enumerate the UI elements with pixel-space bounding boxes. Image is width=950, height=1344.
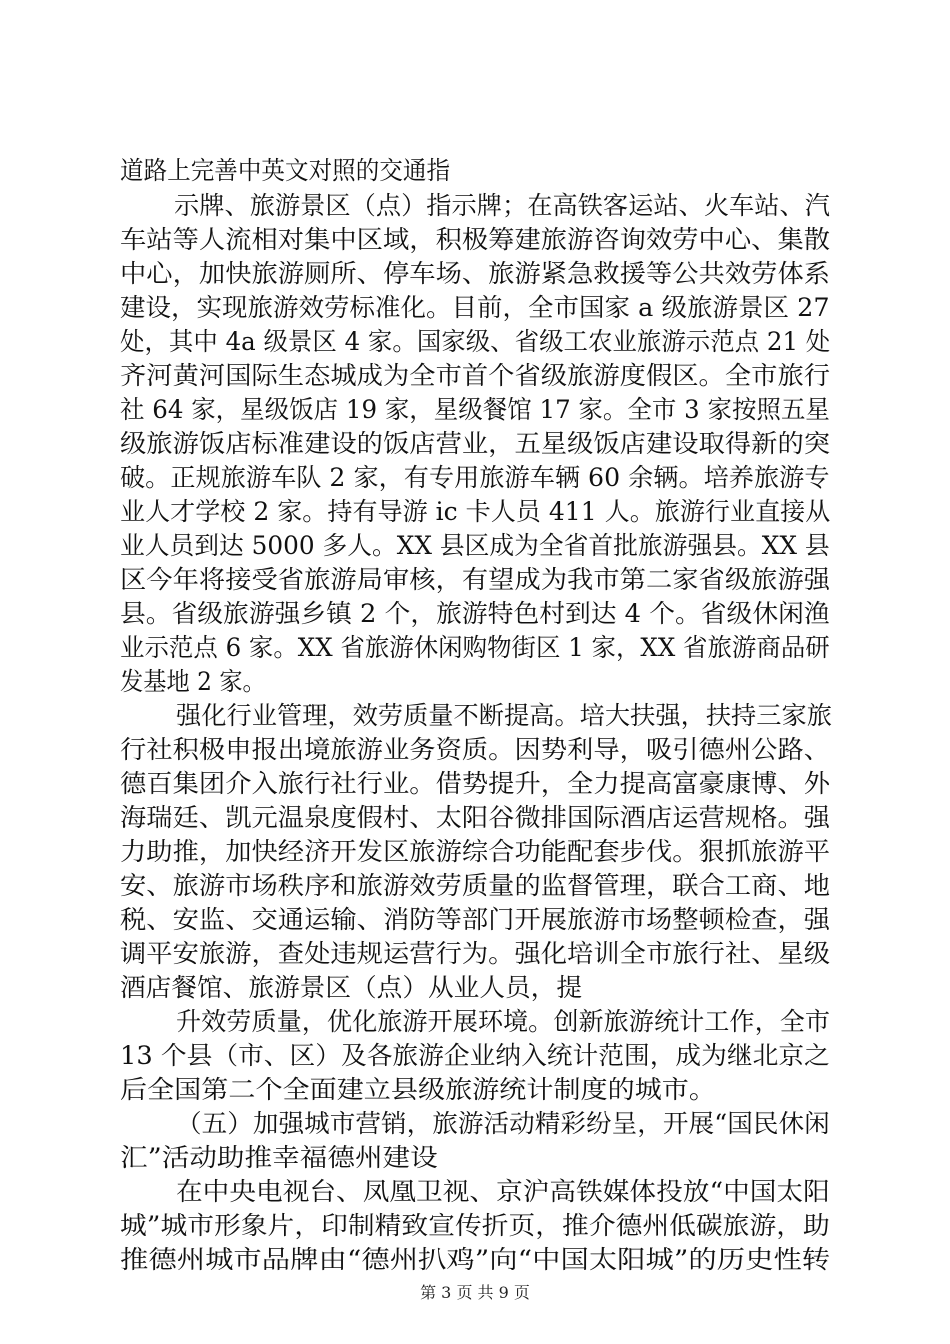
text-line: 县。省级旅游强乡镇 2 个，旅游特色村到达 4 个。省级休闲渔 — [120, 599, 830, 628]
text-line: 城”城市形象片，印制精致宣传折页，推介德州低碳旅游，助 — [120, 1211, 830, 1240]
text-line: 道路上完善中英文对照的交通指 — [120, 156, 451, 185]
text-line: 安、旅游市场秩序和旅游效劳质量的监督管理，联合工商、地 — [120, 871, 831, 900]
text-line: 13 个县（市、区）及各旅游企业纳入统计范围，成为继北京之 — [120, 1041, 830, 1070]
page-footer: 第 3 页 共 9 页 — [420, 1283, 530, 1302]
text-line: 力助推，加快经济开发区旅游综合功能配套步伐。狠抓旅游平 — [120, 837, 831, 866]
text-line: 业人员到达 5000 多人。XX 县区成为全省首批旅游强县。XX 县 — [120, 531, 830, 560]
text-line: 示牌、旅游景区（点）指示牌；在高铁客运站、火车站、汽 — [174, 191, 830, 220]
text-line: 后全国第二个全面建立县级旅游统计制度的城市。 — [120, 1075, 716, 1104]
text-line: （五）加强城市营销，旅游活动精彩纷呈，开展“国民休闲 — [176, 1109, 830, 1138]
text-line: 处，其中 4a 级景区 4 家。国家级、省级工农业旅游示范点 21 处 — [120, 327, 831, 356]
text-line: 德百集团介入旅行社行业。借势提升，全力提高富豪康博、外 — [120, 769, 831, 798]
text-line: 中心，加快旅游厕所、停车场、旅游紧急救援等公共效劳体系 — [120, 259, 831, 288]
text-line: 车站等人流相对集中区域，积极筹建旅游咨询效劳中心、集散 — [120, 225, 831, 254]
text-line: 建设，实现旅游效劳标准化。目前，全市国家 a 级旅游景区 27 — [120, 293, 830, 322]
text-line: 社 64 家，星级饭店 19 家，星级餐馆 17 家。全市 3 家按照五星 — [120, 395, 830, 424]
text-line: 业人才学校 2 家。持有导游 ic 卡人员 411 人。旅游行业直接从 — [120, 497, 831, 526]
text-line: 在中央电视台、凤凰卫视、京沪高铁媒体投放“中国太阳 — [176, 1177, 830, 1206]
text-line: 海瑞廷、凯元温泉度假村、太阳谷微排国际酒店运营规格。强 — [120, 803, 831, 832]
text-line: 区今年将接受省旅游局审核，有望成为我市第二家省级旅游强 — [120, 565, 831, 594]
text-line: 推德州城市品牌由“德州扒鸡”向“中国太阳城”的历史性转 — [120, 1245, 831, 1274]
text-line: 破。正规旅游车队 2 家，有专用旅游车辆 60 余辆。培养旅游专 — [120, 463, 830, 492]
text-line: 强化行业管理，效劳质量不断提高。培大扶强，扶持三家旅 — [176, 701, 832, 730]
text-line: 酒店餐馆、旅游景区（点）从业人员，提 — [120, 973, 583, 1002]
text-line: 级旅游饭店标准建设的饭店营业，五星级饭店建设取得新的突 — [120, 429, 831, 458]
text-line: 升效劳质量，优化旅游开展环境。创新旅游统计工作，全市 — [176, 1007, 831, 1036]
text-line: 齐河黄河国际生态城成为全市首个省级旅游度假区。全市旅行 — [120, 361, 831, 390]
text-line: 调平安旅游，查处违规运营行为。强化培训全市旅行社、星级 — [120, 939, 831, 968]
text-line: 税、安监、交通运输、消防等部门开展旅游市场整顿检查，强 — [120, 905, 831, 934]
text-line: 行社积极申报出境旅游业务资质。因势利导，吸引德州公路、 — [120, 735, 831, 764]
text-line: 汇”活动助推幸福德州建设 — [120, 1143, 438, 1172]
text-line: 发基地 2 家。 — [120, 667, 266, 696]
text-line: 业示范点 6 家。XX 省旅游休闲购物街区 1 家，XX 省旅游商品研 — [120, 633, 830, 662]
